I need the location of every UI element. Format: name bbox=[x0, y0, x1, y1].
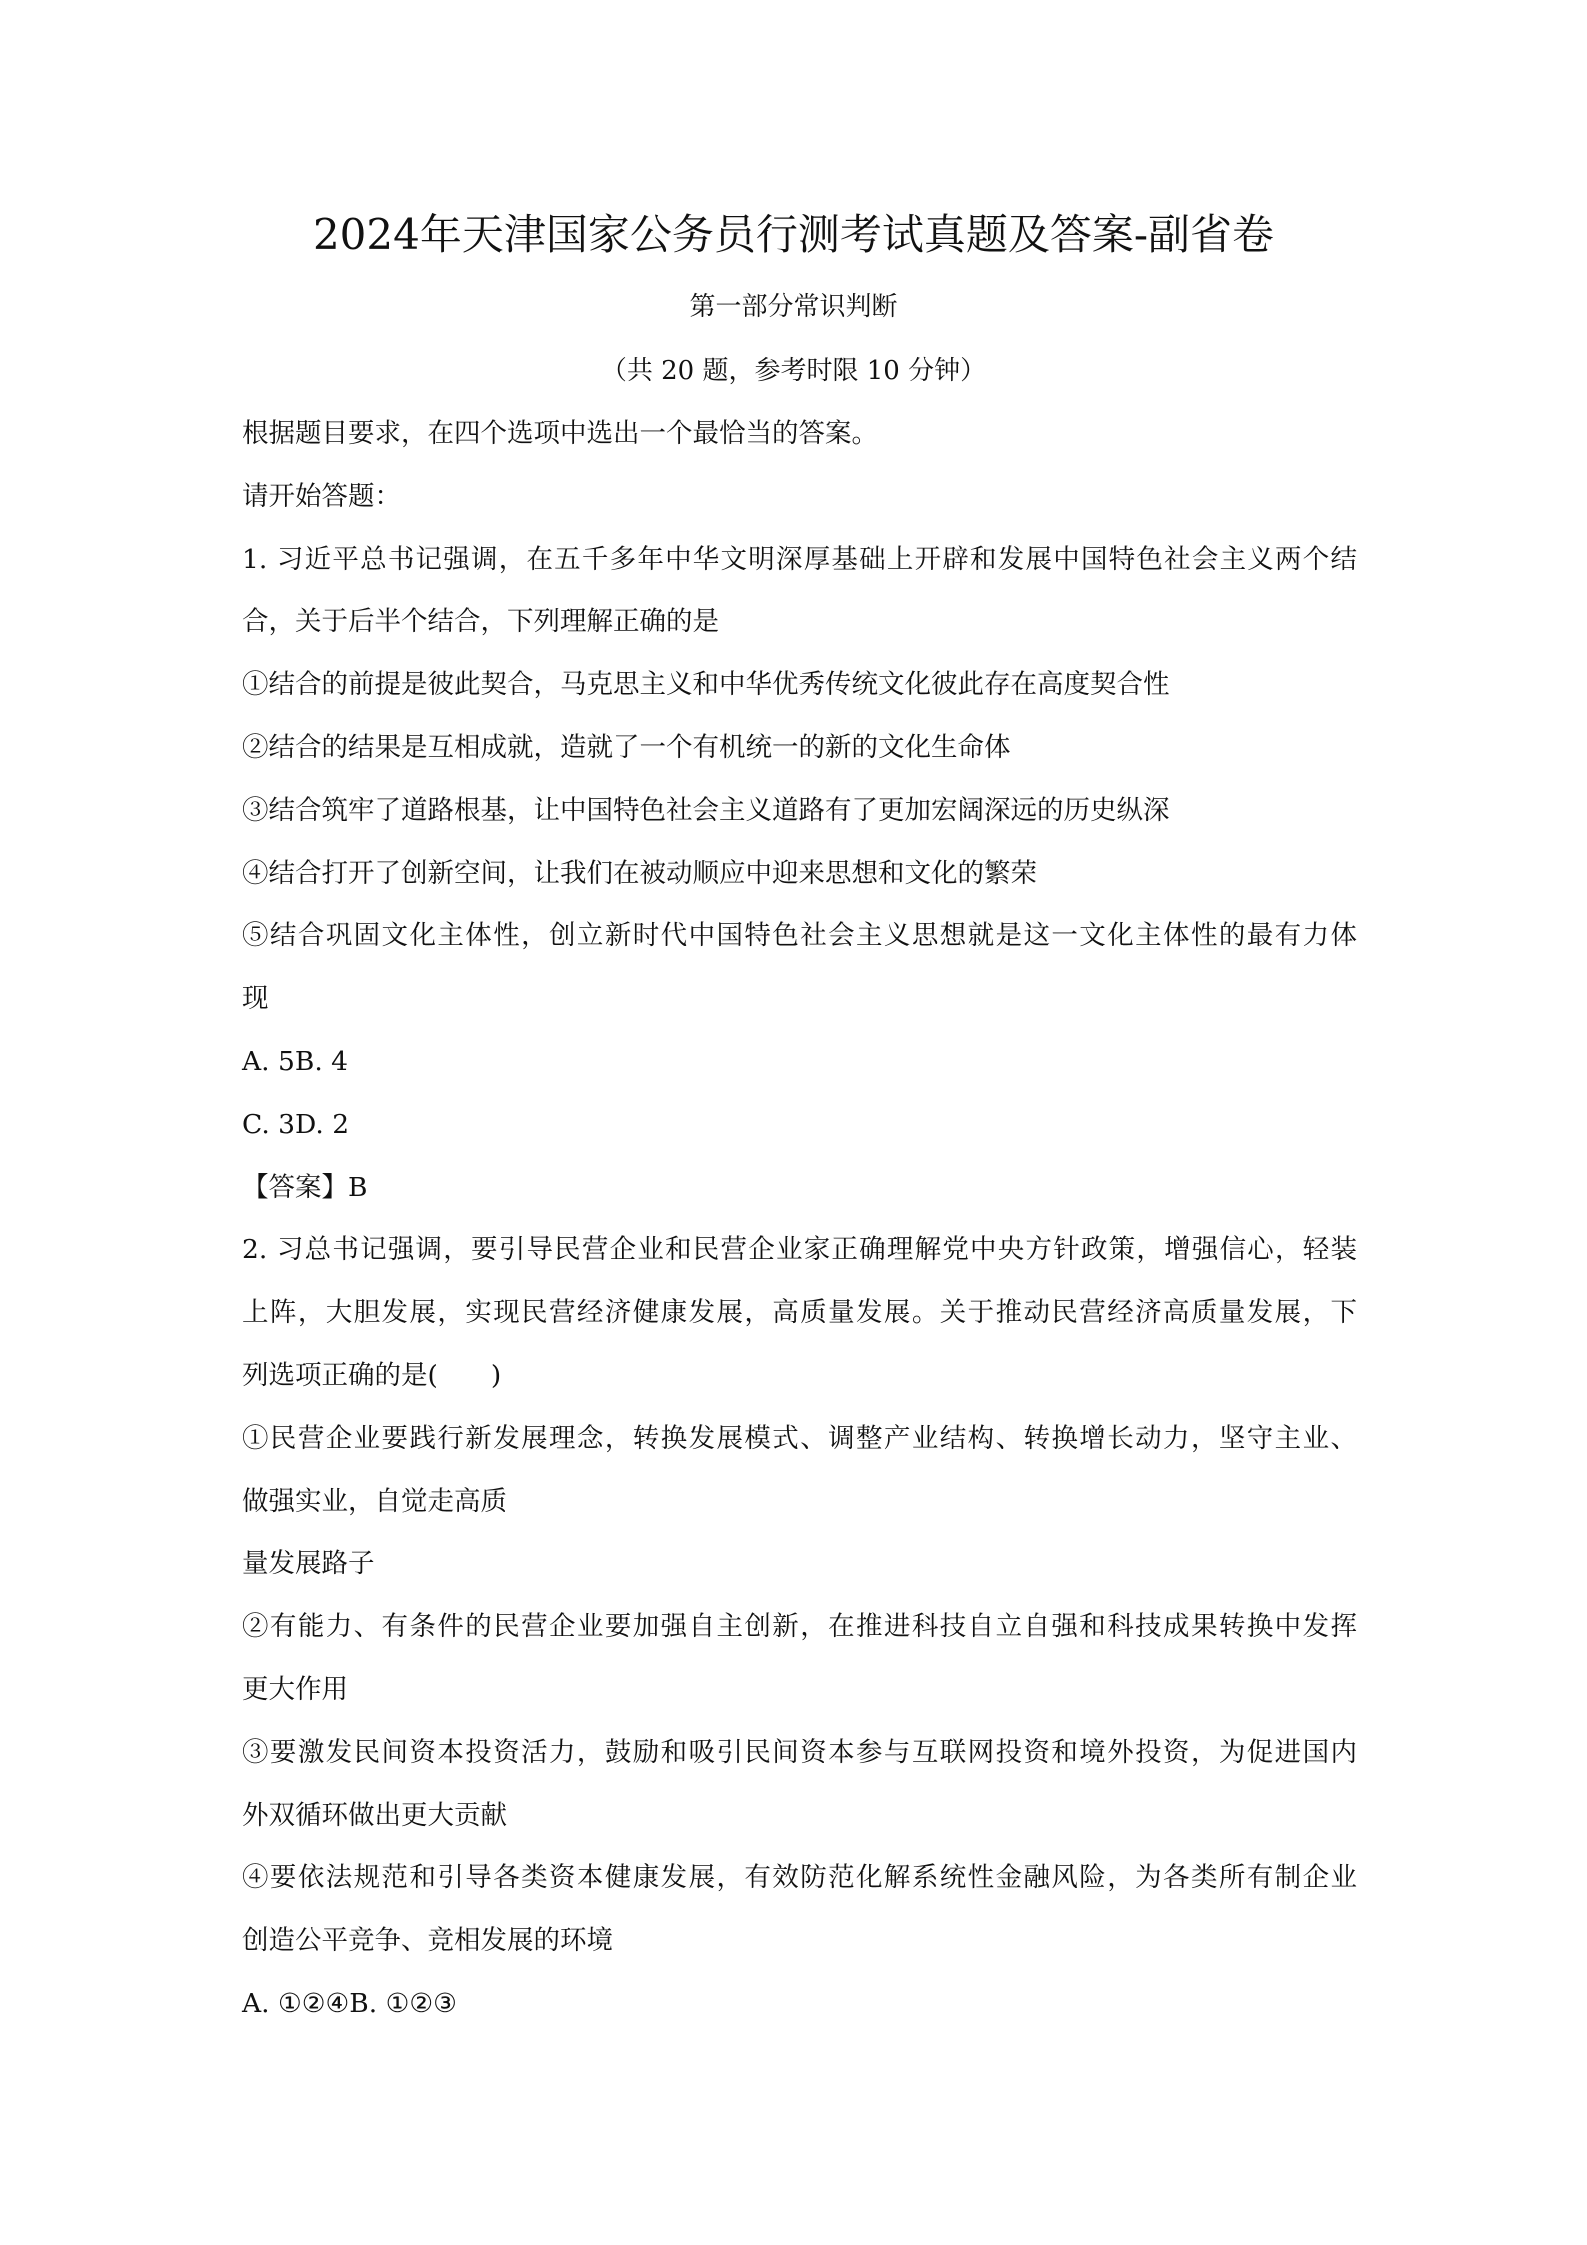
text-line: C. 3D. 2 bbox=[242, 1108, 350, 1140]
text-line: 创造公平竞争、竞相发展的环境 bbox=[242, 1925, 613, 1957]
text-line: ②结合的结果是互相成就，造就了一个有机统一的新的文化生命体 bbox=[242, 731, 1011, 763]
text-line: ①结合的前提是彼此契合，马克思主义和中华优秀传统文化彼此存在高度契合性 bbox=[242, 669, 1170, 701]
text-line: 上阵，大胆发展，实现民营经济健康发展，高质量发展。关于推动民营经济高质量发展，下 bbox=[242, 1297, 1357, 1329]
section-note: （共 20 题，参考时限 10 分钟） bbox=[600, 356, 987, 386]
text-line: 做强实业，自觉走高质 bbox=[242, 1485, 507, 1517]
text-line: ④结合打开了创新空间，让我们在被动顺应中迎来思想和文化的繁荣 bbox=[242, 857, 1037, 889]
text-line: 【答案】B bbox=[242, 1171, 368, 1203]
text-line: 更大作用 bbox=[242, 1673, 348, 1705]
text-line: A. 5B. 4 bbox=[242, 1045, 349, 1077]
text-line: 外双循环做出更大贡献 bbox=[242, 1799, 507, 1831]
document-body bbox=[242, 403, 1357, 2036]
text-line: A. ①②④B. ①②③ bbox=[242, 1987, 457, 2019]
text-line: 根据题目要求，在四个选项中选出一个最恰当的答案。 bbox=[242, 418, 878, 449]
text-line: ⑤结合巩固文化主体性，创立新时代中国特色社会主义思想就是这一文化主体性的最有力体 bbox=[242, 920, 1357, 952]
text-line: 量发展路子 bbox=[242, 1548, 375, 1580]
text-line: 1. 习近平总书记强调，在五千多年中华文明深厚基础上开辟和发展中国特色社会主义两个结 bbox=[242, 543, 1357, 575]
text-line: ②有能力、有条件的民营企业要加强自主创新，在推进科技自立自强和科技成果转换中发挥 bbox=[242, 1611, 1357, 1643]
document-title: 2024年天津国家公务员行测考试真题及答案-副省卷 bbox=[312, 210, 1275, 259]
text-line: ①民营企业要践行新发展理念，转换发展模式、调整产业结构、转换增长动力，坚守主业、 bbox=[242, 1422, 1357, 1454]
text-line: ③结合筑牢了道路根基，让中国特色社会主义道路有了更加宏阔深远的历史纵深 bbox=[242, 794, 1170, 826]
text-line: 现 bbox=[242, 983, 269, 1015]
text-line: ④要依法规范和引导各类资本健康发展，有效防范化解系统性金融风险，为各类所有制企业 bbox=[242, 1862, 1357, 1894]
text-line: 请开始答题： bbox=[242, 480, 401, 512]
text-line: 列选项正确的是( ) bbox=[242, 1359, 502, 1391]
text-line: ③要激发民间资本投资活力，鼓励和吸引民间资本参与互联网投资和境外投资，为促进国内 bbox=[242, 1736, 1357, 1768]
text-line: 合，关于后半个结合，下列理解正确的是 bbox=[242, 606, 719, 638]
section-heading: 第一部分常识判断 bbox=[689, 292, 898, 322]
text-line: 2. 习总书记强调，要引导民营企业和民营企业家正确理解党中央方针政策，增强信心，轻装 bbox=[242, 1234, 1357, 1266]
